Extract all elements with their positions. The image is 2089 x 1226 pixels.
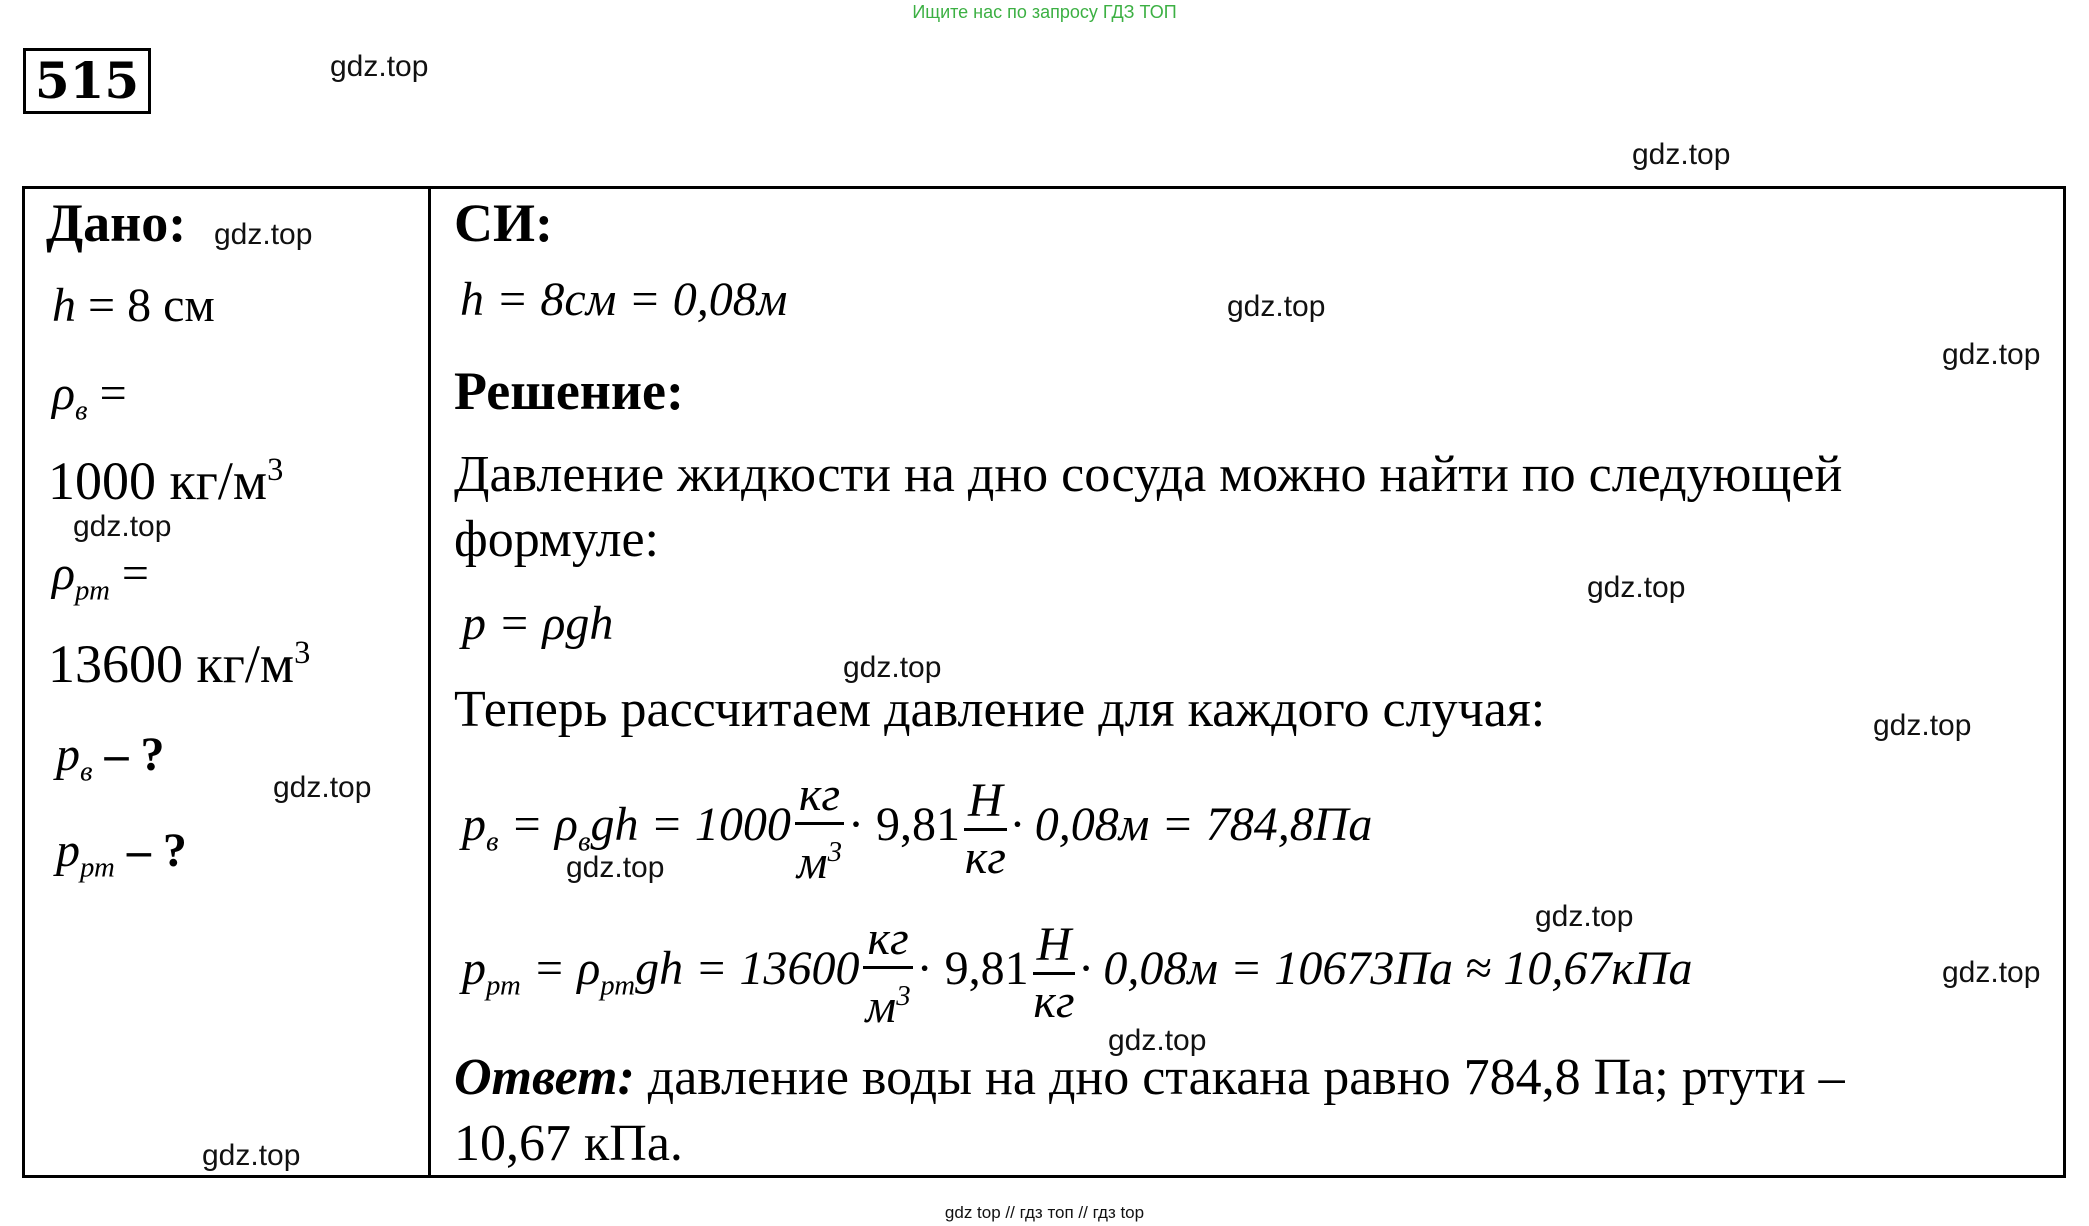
watermark: gdz.top [1873, 709, 1972, 742]
symbol-h: h [52, 279, 76, 332]
equals-sign: = [99, 367, 127, 420]
subscript-mercury: рт [75, 574, 110, 607]
problem-number: 515 [23, 48, 151, 114]
subscript-water: в [486, 825, 499, 858]
answer-label: Ответ: [454, 1049, 635, 1106]
value-rho-mercury: 13600 кг/м [48, 634, 295, 694]
fraction-denominator [795, 825, 844, 890]
fraction-kg-m3 [795, 768, 844, 890]
find-p-water [56, 727, 165, 789]
calc-water [462, 768, 1372, 890]
solution-text-2: Теперь рассчитаем давление для каждого случая: [454, 681, 1546, 738]
fraction-N-kg [964, 774, 1007, 885]
fraction-numerator: кг [863, 912, 912, 969]
watermark: gdz.top [1942, 338, 2041, 371]
fraction-denominator: кг [1033, 974, 1075, 1028]
superscript-3: 3 [267, 452, 284, 488]
superscript-3: 3 [294, 635, 311, 671]
result-water: 784,8Па [1205, 798, 1373, 852]
si-title: СИ: [454, 193, 553, 253]
fraction-numerator: Н [964, 774, 1007, 831]
equals-rho: = ρ [532, 942, 601, 996]
fraction-numerator: кг [795, 768, 844, 825]
fraction-N-kg [1033, 918, 1076, 1029]
given-rho-mercury-value [48, 633, 310, 695]
watermark: gdz.top [1227, 290, 1326, 323]
top-banner[interactable]: Ищите нас по запросу ГДЗ ТОП [912, 2, 1177, 22]
solution-text-1-cont: формуле: [454, 511, 660, 568]
watermark: gdz.top [330, 50, 429, 83]
answer-text: давление воды на дно стакана равно 784,8 Па; ртути – [634, 1049, 1845, 1106]
watermark: gdz.top [1587, 571, 1686, 604]
fraction-numerator: Н [1033, 918, 1076, 975]
symbol-rho: ρ [52, 547, 76, 600]
symbol-p: p [462, 942, 486, 996]
subscript-mercury: рт [80, 851, 115, 884]
watermark: gdz.top [73, 510, 172, 543]
subscript-water: в [577, 825, 591, 858]
value-h: = 8 см [88, 279, 215, 332]
subscript-mercury: рт [486, 969, 521, 1002]
equals-sign: = [121, 547, 149, 600]
find-p-mercury [56, 823, 187, 885]
subscript-water: в [80, 755, 93, 788]
calc-mercury [462, 912, 1692, 1034]
subscript-water: в [75, 394, 88, 427]
answer-line-2: 10,67 кПа. [454, 1115, 683, 1172]
watermark: gdz.top [214, 218, 313, 251]
watermark: gdz.top [1632, 138, 1731, 171]
subscript-mercury: рт [600, 969, 636, 1002]
answer-line-1 [454, 1048, 1845, 1107]
footer-links[interactable]: gdz top // гдз топ // гдз top [944, 1203, 1145, 1222]
given-rho-water [52, 366, 127, 428]
symbol-p: p [56, 728, 80, 781]
watermark: gdz.top [1535, 900, 1634, 933]
superscript-3: 3 [896, 980, 911, 1012]
watermark: gdz.top [1942, 956, 2041, 989]
watermark: gdz.top [566, 851, 665, 884]
column-divider [428, 186, 431, 1178]
height-factor: · 0,08м = [1079, 942, 1263, 996]
given-rho-water-value [48, 450, 283, 512]
calc-water-density: gh = 1000 [590, 798, 791, 852]
find-mark: – ? [104, 728, 165, 781]
value-rho-water: 1000 кг/м [48, 451, 268, 511]
pressure-formula: p = ρgh [462, 597, 614, 650]
height-factor: · 0,08м = [1010, 798, 1194, 852]
gravity-factor: · 9,81 [848, 798, 961, 852]
symbol-rho: ρ [52, 367, 76, 420]
find-mark: – ? [126, 824, 187, 877]
unit-m: м [865, 980, 897, 1033]
symbol-p: p [56, 824, 80, 877]
solution-title: Решение: [454, 361, 684, 421]
superscript-3: 3 [827, 836, 842, 868]
unit-m: м [796, 836, 828, 889]
equals-rho: = ρ [510, 798, 578, 852]
calc-mercury-density: gh = 13600 [635, 942, 860, 996]
result-mercury: 10673Па ≈ 10,67кПа [1274, 942, 1693, 996]
symbol-p: p [462, 798, 486, 852]
given-rho-mercury [52, 546, 149, 608]
given-title: Дано: [46, 193, 187, 253]
given-h [52, 278, 215, 333]
fraction-kg-m3 [863, 912, 912, 1034]
watermark: gdz.top [202, 1139, 301, 1172]
gravity-factor: · 9,81 [916, 942, 1029, 996]
watermark: gdz.top [273, 771, 372, 804]
watermark: gdz.top [843, 651, 942, 684]
watermark: gdz.top [1108, 1024, 1207, 1057]
fraction-denominator [863, 969, 912, 1034]
solution-text-1: Давление жидкости на дно сосуда можно найти по следующей [454, 446, 1843, 503]
si-conversion: h = 8см = 0,08м [460, 273, 788, 326]
fraction-denominator: кг [964, 830, 1006, 884]
